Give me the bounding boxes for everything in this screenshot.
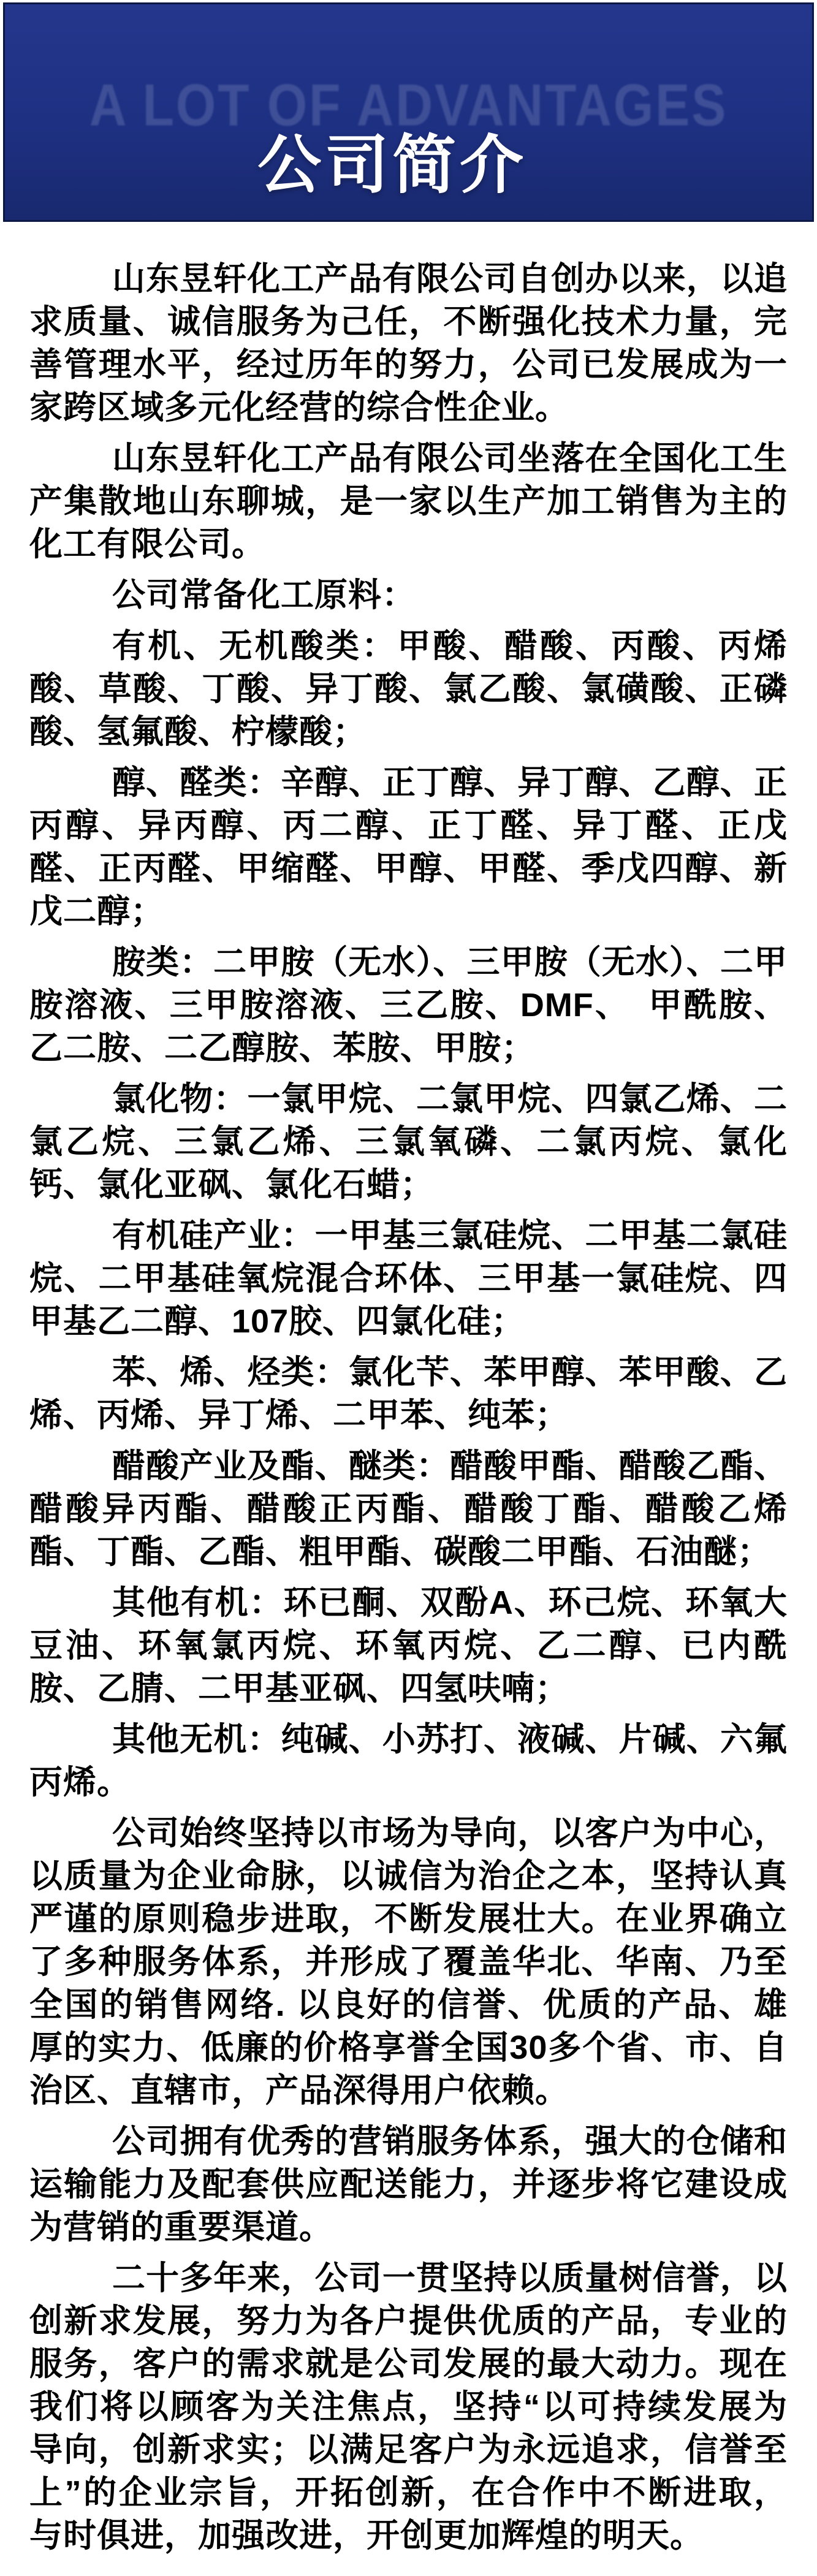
company-intro-article <box>0 222 817 2576</box>
other-organic-list-paragraph: 其他有机：环已酮、双酚A、环己烷、环氧大豆油、环氧氯丙烷、环氧丙烷、乙二醇、已内酰胺、乙腈、二甲基亚砜、四氢呋喃； <box>29 1584 788 1707</box>
acids-list-paragraph: 有机、无机酸类：甲酸、醋酸、丙酸、丙烯酸、草酸、丁酸、异丁酸、氯乙酸、氯磺酸、正磷酸、氢氟酸、柠檬酸； <box>29 628 788 750</box>
banner-watermark-text: A LOT OF ADVANTAGES <box>89 71 728 138</box>
benzene-olefins-list-paragraph: 苯、烯、烃类：氯化苄、苯甲醇、苯甲酸、乙烯、丙烯、异丁烯、二甲苯、纯苯； <box>29 1354 788 1434</box>
location-paragraph: 山东昱轩化工产品有限公司坐落在全国化工生产集散地山东聊城，是一家以生产加工销售为主的化工有限公司。 <box>29 440 788 563</box>
other-inorganic-list-paragraph: 其他无机：纯碱、小苏打、液碱、片碱、六氟丙烯。 <box>29 1721 788 1801</box>
logistics-paragraph: 公司拥有优秀的营销服务体系，强大的仓储和运输能力及配套供应配送能力，并逐步将它建设成为营销的重要渠道。 <box>29 2123 788 2246</box>
alcohols-aldehydes-list-paragraph: 醇、醛类：辛醇、正丁醇、异丁醇、乙醇、正丙醇、异丙醇、丙二醇、正丁醛、异丁醛、正戊醛、正丙醛、甲缩醛、甲醇、甲醛、季戊四醇、新戊二醇； <box>29 764 788 930</box>
chlorides-list-paragraph: 氯化物：一氯甲烷、二氯甲烷、四氯乙烯、二氯乙烷、三氯乙烯、三氯氧磷、二氯丙烷、氯化钙、氯化亚砜、氯化石蜡； <box>29 1081 788 1203</box>
page-title: 公司简介 <box>257 130 528 201</box>
amines-list-paragraph: 胺类：二甲胺（无水）、三甲胺（无水）、二甲胺溶液、三甲胺溶液、三乙胺、DMF、 甲酰胺、乙二胺、二乙醇胺、苯胺、甲胺； <box>29 944 788 1066</box>
acetate-esters-list-paragraph: 醋酸产业及酯、醚类：醋酸甲酯、醋酸乙酯、醋酸异丙酯、醋酸正丙酯、醋酸丁酯、醋酸乙烯酯、丁酯、乙酯、粗甲酯、碳酸二甲酯、石油醚； <box>29 1448 788 1570</box>
intro-paragraph: 山东昱轩化工产品有限公司自创办以来，以追求质量、诚信服务为己任，不断强化技术力量，完善管理水平，经过历年的努力，公司已发展成为一家跨区域多元化经营的综合性企业。 <box>29 260 788 426</box>
closing-paragraph: 二十多年来，公司一贯坚持以质量树信誉，以创新求发展，努力为各户提供优质的产品，专业的服务，客户的需求就是公司发展的最大动力。现在我们将以顾客为关注焦点，坚持“以可持续发展为导向，创新求实；以满足客户为永远追求，信誉至上”的企业宗旨，开拓创新，在合作中不断进取，与时俱进，加强改进，开创更加辉煌的明天。 <box>29 2260 788 2554</box>
silicone-list-paragraph: 有机硅产业：一甲基三氯硅烷、二甲基二氯硅烷、二甲基硅氧烷混合环体、三甲基一氯硅烷、四甲基乙二醇、107胶、四氯化硅； <box>29 1217 788 1340</box>
materials-heading: 公司常备化工原料： <box>112 577 416 614</box>
philosophy-paragraph: 公司始终坚持以市场为导向，以客户为中心，以质量为企业命脉，以诚信为治企之本，坚持认真严谨的原则稳步进取，不断发展壮大。在业界确立了多种服务体系，并形成了覆盖华北、华南、乃至全国的销售网络. 以良好的信誉、优质的产品、雄厚的实力、低廉的价格享誉全国30多个省、市、自治区、直辖市，产品深得用户依赖。 <box>29 1815 788 2109</box>
header-banner <box>3 2 814 222</box>
